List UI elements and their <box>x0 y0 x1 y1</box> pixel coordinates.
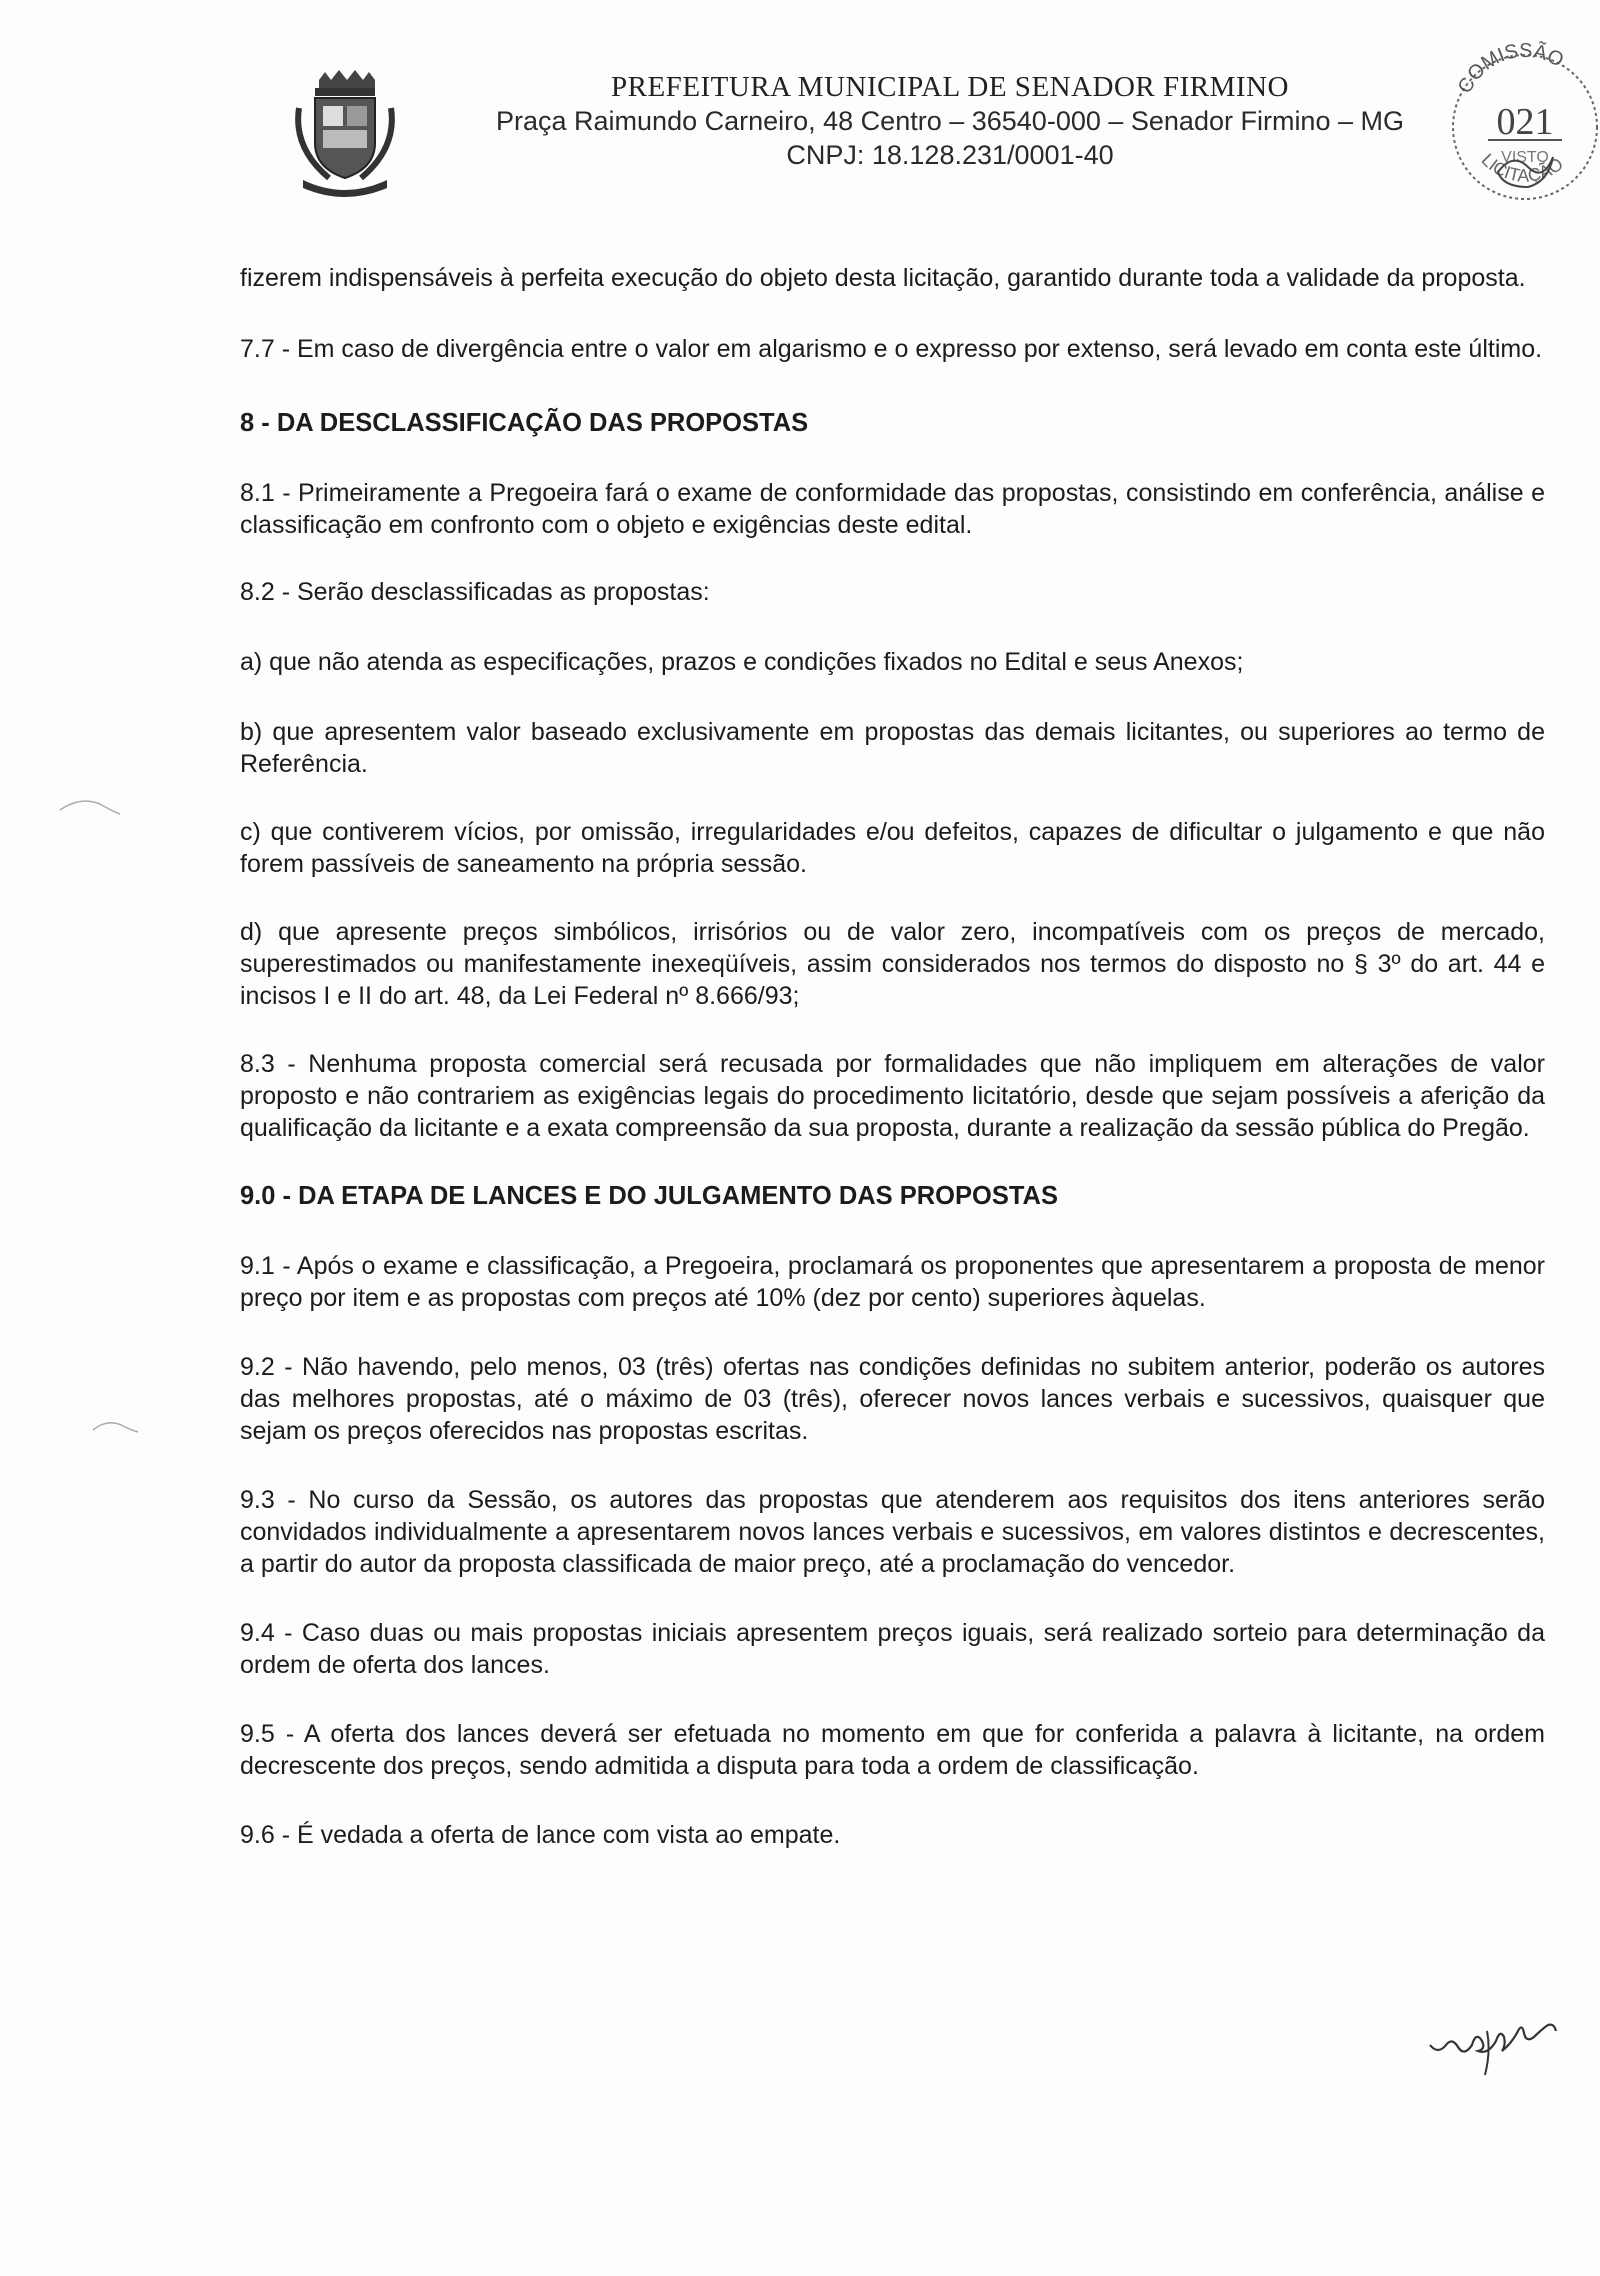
paragraph-8-2: 8.2 - Serão desclassificadas as propostas: <box>240 578 710 606</box>
paragraph-9-4: 9.4 - Caso duas ou mais propostas iniciais apresentem preços iguais, será realizado sorteio para determinação da ordem de oferta dos lances. <box>240 1619 1545 1679</box>
document-body <box>240 262 1545 1851</box>
section-heading-9: 9.0 - DA ETAPA DE LANCES E DO JULGAMENTO DAS PROPOSTAS <box>240 1182 1058 1210</box>
paragraph-8-2-a: a) que não atenda as especificações, prazos e condições fixados no Edital e seus Anexos; <box>240 648 1244 676</box>
paragraph-continuation: fizerem indispensáveis à perfeita execução do objeto desta licitação, garantido durante toda a validade da proposta. <box>240 264 1526 292</box>
paragraph-9-3: 9.3 - No curso da Sessão, os autores das propostas que atenderem aos requisitos dos itens anteriores serão convidados individualmente a apresentarem novos lances verbais e sucessivos, em valores distintos e decrescentes, a partir do autor da proposta classificada de maior preço, até a proclamação do vencedor. <box>240 1486 1545 1578</box>
paragraph-9-6: 9.6 - É vedada a oferta de lance com vista ao empate. <box>240 1821 841 1849</box>
letterhead-title: PREFEITURA MUNICIPAL DE SENADOR FIRMINO <box>611 71 1289 103</box>
municipal-crest-icon <box>285 68 405 198</box>
paragraph-9-2: 9.2 - Não havendo, pelo menos, 03 (três) ofertas nas condições definidas no subitem anterior, poderão os autores das melhores propostas, até o máximo de 03 (três), oferecer novos lances verbais e sucessivos, quaisquer que sejam os preços oferecidos nas propostas escritas. <box>240 1353 1545 1445</box>
paragraph-8-3: 8.3 - Nenhuma proposta comercial será recusada por formalidades que não impliquem em alterações de valor proposto e não contrariem as exigências legais do procedimento licitatório, desde que sejam possíveis a aferição da qualificação da licitante e a exata compreensão da sua proposta, durante a realização da sessão pública do Pregão. <box>240 1050 1545 1142</box>
letterhead <box>430 70 1470 172</box>
svg-text:COMISSÃO <box>1454 39 1567 98</box>
paragraph-8-2-b: b) que apresentem valor baseado exclusivamente em propostas das demais licitantes, ou superiores ao termo de Referência. <box>240 718 1545 778</box>
stamp-label: VISTO <box>1501 149 1549 166</box>
handwritten-initials <box>1425 2005 1600 2085</box>
paragraph-9-1: 9.1 - Após o exame e classificação, a Pregoeira, proclamará os proponentes que apresentarem a proposta de menor preço por item e as propostas com preços até 10% (dez por cento) superiores àquelas. <box>240 1252 1545 1312</box>
letterhead-cnpj: CNPJ: 18.128.231/0001-40 <box>786 140 1114 170</box>
letterhead-address: Praça Raimundo Carneiro, 48 Centro – 36540-000 – Senador Firmino – MG <box>496 106 1404 136</box>
scan-mark <box>88 1410 148 1440</box>
scan-mark <box>55 790 135 820</box>
section-heading-8: 8 - DA DESCLASSIFICAÇÃO DAS PROPOSTAS <box>240 409 809 437</box>
stamp-bottom-text: LICITAÇÃO <box>1477 149 1567 186</box>
paragraph-8-2-c: c) que contiverem vícios, por omissão, irregularidades e/ou defeitos, capazes de dificultar o julgamento e que não forem passíveis de saneamento na própria sessão. <box>240 818 1545 878</box>
commission-stamp <box>1440 22 1600 222</box>
paragraph-7-7: 7.7 - Em caso de divergência entre o valor em algarismo e o expresso por extenso, será levado em conta este último. <box>240 335 1543 363</box>
paragraph-8-2-d: d) que apresente preços simbólicos, irrisórios ou de valor zero, incompatíveis com os preços de mercado, superestimados ou manifestamente inexeqüíveis, assim considerados nos termos do disposto no § 3º do art. 44 e incisos I e II do art. 48, da Lei Federal nº 8.666/93; <box>240 918 1545 1010</box>
stamp-page-number: 021 <box>1496 101 1554 143</box>
paragraph-9-5: 9.5 - A oferta dos lances deverá ser efetuada no momento em que for conferida a palavra à licitante, na ordem decrescente dos preços, sendo admitida a disputa para toda a ordem de classificação. <box>240 1720 1545 1780</box>
stamp-top-text: COMISSÃO <box>1453 39 1568 98</box>
paragraph-8-1: 8.1 - Primeiramente a Pregoeira fará o exame de conformidade das propostas, consistindo em conferência, análise e classificação em confronto com o objeto e exigências deste edital. <box>240 479 1545 539</box>
